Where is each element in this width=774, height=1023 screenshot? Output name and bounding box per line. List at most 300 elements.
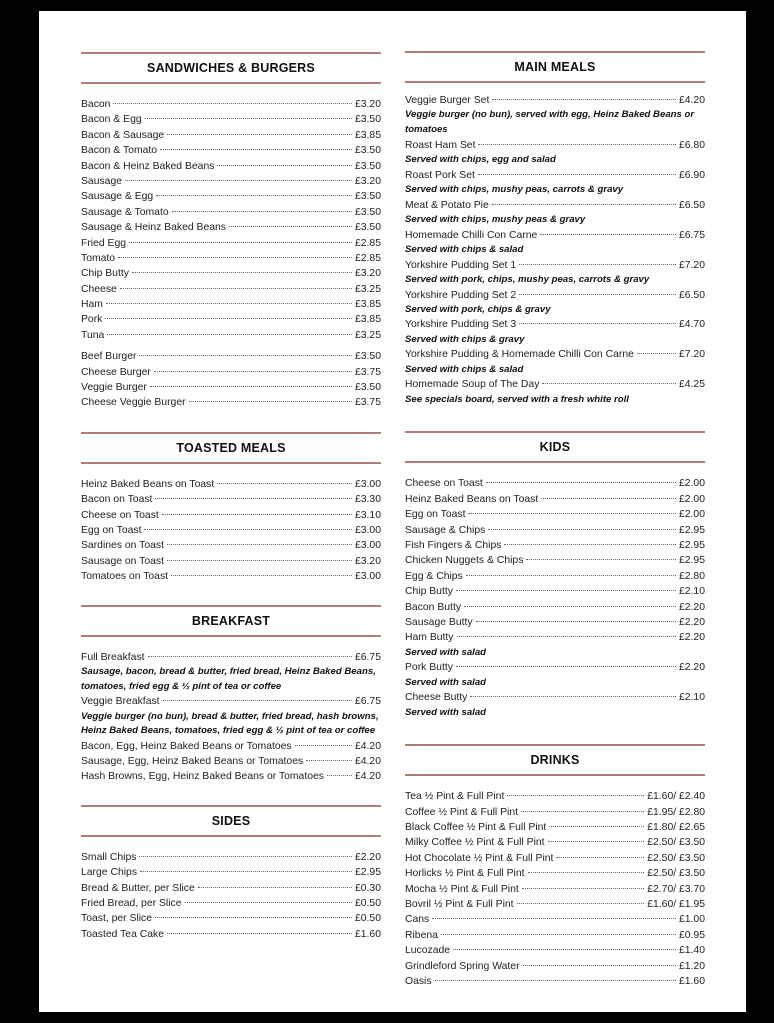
menu-item bbox=[81, 538, 381, 553]
section-sandwiches bbox=[81, 52, 381, 411]
section-breakfast bbox=[81, 605, 381, 785]
item-name: Chip Butty bbox=[81, 268, 129, 280]
dot-leader bbox=[540, 234, 676, 235]
dot-leader bbox=[541, 498, 676, 499]
dot-leader bbox=[145, 118, 352, 119]
dot-leader bbox=[486, 482, 676, 483]
item-price: £2.85 bbox=[354, 237, 381, 249]
item-price: £2.00 bbox=[678, 493, 705, 505]
item-price: £2.70/ £3.70 bbox=[647, 883, 705, 895]
item-price: £3.50 bbox=[354, 382, 381, 394]
dot-leader bbox=[519, 323, 676, 324]
section-kids bbox=[405, 431, 705, 720]
menu-item bbox=[81, 911, 381, 926]
item-name: Yorkshire Pudding Set 2 bbox=[405, 289, 517, 301]
item-price: £4.20 bbox=[678, 95, 705, 106]
dot-leader bbox=[456, 590, 676, 591]
dot-leader bbox=[468, 513, 676, 514]
item-name: Homemade Chilli Con Carne bbox=[405, 229, 538, 241]
left-column bbox=[81, 11, 381, 942]
menu-item bbox=[81, 865, 381, 880]
menu-item bbox=[81, 492, 381, 507]
item-description: Served with pork, chips & gravy bbox=[405, 303, 551, 315]
item-price: £7.20 bbox=[678, 349, 705, 361]
section-title: BREAKFAST bbox=[191, 613, 271, 628]
item-name: Grindleford Spring Water bbox=[405, 960, 520, 972]
item-name: Sausage Butty bbox=[405, 616, 473, 628]
item-name: Full Breakfast bbox=[81, 651, 145, 663]
item-name: Bacon on Toast bbox=[81, 494, 153, 506]
item-price: £3.50 bbox=[354, 222, 381, 234]
menu-item bbox=[81, 159, 381, 174]
item-name: Sausage, Egg, Heinz Baked Beans or Tomatoes bbox=[81, 756, 304, 768]
dot-leader bbox=[120, 288, 352, 289]
item-name: Egg on Toast bbox=[405, 509, 466, 521]
menu-item bbox=[405, 897, 705, 912]
dot-leader bbox=[435, 980, 676, 981]
menu-item bbox=[405, 630, 705, 645]
menu-item bbox=[405, 377, 705, 392]
item-name: Bacon & Sausage bbox=[81, 129, 165, 141]
dot-leader bbox=[441, 934, 676, 935]
dot-leader bbox=[155, 498, 352, 499]
item-description: Served with chips, egg and salad bbox=[405, 153, 556, 165]
section-sides bbox=[81, 805, 381, 942]
menu-item bbox=[81, 896, 381, 911]
dot-leader bbox=[295, 745, 352, 746]
item-price: £3.75 bbox=[354, 366, 381, 378]
dot-leader bbox=[519, 264, 676, 265]
menu-item bbox=[405, 959, 705, 974]
menu-item bbox=[81, 312, 381, 327]
item-description: Served with salad bbox=[405, 646, 487, 658]
menu-item bbox=[405, 600, 705, 615]
dot-leader bbox=[113, 103, 352, 104]
menu-item bbox=[81, 365, 381, 380]
item-price: £3.10 bbox=[354, 509, 381, 521]
dot-leader bbox=[548, 841, 645, 842]
item-name: Fried Bread, per Slice bbox=[81, 898, 182, 910]
dot-leader bbox=[457, 636, 676, 637]
menu-item bbox=[405, 347, 705, 362]
menu-item bbox=[405, 615, 705, 630]
menu-item bbox=[81, 769, 381, 784]
dot-leader bbox=[217, 483, 352, 484]
dot-leader bbox=[167, 134, 352, 135]
menu-item bbox=[405, 820, 705, 835]
item-name: Bacon, Egg, Heinz Baked Beans or Tomatoes bbox=[81, 740, 292, 752]
item-price: £2.85 bbox=[354, 252, 381, 264]
item-price: £3.30 bbox=[354, 494, 381, 506]
item-price: £3.00 bbox=[354, 571, 381, 583]
menu-item bbox=[81, 97, 381, 112]
item-name: Bacon Butty bbox=[405, 601, 462, 613]
dot-leader bbox=[549, 826, 644, 827]
menu-item bbox=[81, 554, 381, 569]
item-name: Lucozade bbox=[405, 945, 451, 957]
menu-item bbox=[81, 220, 381, 235]
dot-leader bbox=[140, 871, 352, 872]
item-description: Served with pork, chips, mushy peas, carrots & gravy bbox=[405, 273, 650, 285]
item-price: £3.50 bbox=[354, 351, 381, 363]
dot-leader bbox=[528, 872, 645, 873]
dot-leader bbox=[139, 856, 352, 857]
item-description: Served with chips & salad bbox=[405, 363, 524, 375]
item-price: £1.60 bbox=[354, 928, 381, 940]
item-price: £2.80 bbox=[678, 570, 705, 582]
menu-item bbox=[405, 93, 705, 108]
menu-item bbox=[81, 297, 381, 312]
dot-leader bbox=[106, 303, 352, 304]
section-title: DRINKS bbox=[530, 753, 580, 768]
menu-item bbox=[81, 523, 381, 538]
dot-leader bbox=[156, 195, 352, 196]
item-description: Served with salad bbox=[405, 706, 487, 718]
menu-item bbox=[405, 584, 705, 599]
dot-leader bbox=[129, 242, 352, 243]
item-price: £4.20 bbox=[354, 740, 381, 752]
dot-leader bbox=[167, 560, 352, 561]
menu-item bbox=[81, 881, 381, 896]
item-price: £2.20 bbox=[678, 632, 705, 644]
item-name: Hot Chocolate ½ Pint & Full Pint bbox=[405, 852, 554, 864]
item-name: Toasted Tea Cake bbox=[81, 928, 164, 940]
menu-item bbox=[405, 851, 705, 866]
section-title: SIDES bbox=[211, 813, 251, 828]
menu-item bbox=[405, 569, 705, 584]
item-price: £2.00 bbox=[678, 478, 705, 490]
item-description: Served with chips & gravy bbox=[405, 333, 525, 345]
item-price: £3.85 bbox=[354, 314, 381, 326]
dot-leader bbox=[229, 226, 352, 227]
menu-item bbox=[81, 569, 381, 584]
item-price: £6.75 bbox=[354, 651, 381, 663]
dot-leader bbox=[185, 902, 352, 903]
menu-item bbox=[81, 205, 381, 220]
item-price: £3.50 bbox=[354, 191, 381, 203]
item-name: Bacon & Heinz Baked Beans bbox=[81, 160, 215, 172]
item-name: Large Chips bbox=[81, 867, 138, 879]
menu-item bbox=[405, 943, 705, 958]
item-name: Cheese Veggie Burger bbox=[81, 397, 186, 409]
dot-leader bbox=[139, 355, 352, 356]
item-name: Yorkshire Pudding Set 3 bbox=[405, 319, 517, 331]
menu-item bbox=[81, 927, 381, 942]
dot-leader bbox=[478, 174, 676, 175]
menu-item bbox=[81, 694, 381, 709]
item-price: £3.75 bbox=[354, 397, 381, 409]
item-price: £3.85 bbox=[354, 129, 381, 141]
item-price: £3.50 bbox=[354, 145, 381, 157]
item-name: Cans bbox=[405, 914, 430, 926]
menu-item bbox=[81, 850, 381, 865]
item-price: £3.25 bbox=[354, 329, 381, 341]
item-name: Bacon bbox=[81, 99, 111, 110]
item-name: Homemade Soup of The Day bbox=[405, 379, 540, 391]
menu-item bbox=[81, 739, 381, 754]
item-price: £3.50 bbox=[354, 114, 381, 126]
dot-leader bbox=[466, 575, 676, 576]
item-name: Black Coffee ½ Pint & Full Pint bbox=[405, 822, 547, 834]
item-price: £1.60 bbox=[678, 975, 705, 987]
menu-item bbox=[405, 258, 705, 273]
dot-leader bbox=[517, 903, 645, 904]
menu-item bbox=[405, 538, 705, 553]
item-price: £4.70 bbox=[678, 319, 705, 331]
dot-leader bbox=[105, 318, 352, 319]
dot-leader bbox=[492, 99, 676, 100]
dot-leader bbox=[519, 294, 676, 295]
dot-leader bbox=[522, 888, 644, 889]
item-description: Served with salad bbox=[405, 676, 487, 688]
menu-item bbox=[405, 198, 705, 213]
dot-leader bbox=[453, 949, 676, 950]
item-price: £2.50/ £3.50 bbox=[647, 868, 705, 880]
item-price: £6.50 bbox=[678, 199, 705, 211]
item-description: Served with chips, mushy peas, carrots & gravy bbox=[405, 183, 624, 195]
item-price: £1.20 bbox=[678, 960, 705, 972]
item-name: Ribena bbox=[405, 929, 438, 941]
dot-leader bbox=[476, 621, 676, 622]
item-price: £0.50 bbox=[354, 898, 381, 910]
item-name: Bacon & Tomato bbox=[81, 145, 158, 157]
item-name: Fish Fingers & Chips bbox=[405, 540, 502, 551]
dot-leader bbox=[504, 544, 676, 545]
menu-item bbox=[81, 328, 381, 343]
item-name: Heinz Baked Beans on Toast bbox=[81, 478, 215, 490]
dot-leader bbox=[198, 887, 352, 888]
section-title: KIDS bbox=[539, 440, 571, 455]
dot-leader bbox=[523, 965, 676, 966]
menu-item bbox=[405, 789, 705, 804]
item-name: Yorkshire Pudding & Homemade Chilli Con Carne bbox=[405, 349, 634, 361]
menu-item bbox=[81, 380, 381, 395]
item-description: See specials board, served with a fresh white roll bbox=[405, 393, 629, 405]
item-name: Oasis bbox=[405, 975, 432, 987]
dot-leader bbox=[163, 700, 352, 701]
item-name: Egg & Chips bbox=[405, 570, 463, 582]
item-name: Veggie Burger Set bbox=[405, 95, 490, 106]
dot-leader bbox=[189, 401, 352, 402]
menu-item bbox=[405, 805, 705, 820]
dot-leader bbox=[167, 544, 352, 545]
menu-item bbox=[405, 476, 705, 491]
item-price: £2.20 bbox=[354, 851, 381, 863]
item-name: Sausage on Toast bbox=[81, 555, 164, 567]
item-price: £0.30 bbox=[354, 882, 381, 894]
item-price: £1.80/ £2.65 bbox=[647, 822, 705, 834]
menu-item bbox=[405, 974, 705, 989]
dot-leader bbox=[150, 386, 352, 387]
item-price: £2.10 bbox=[678, 586, 705, 598]
section-title: MAIN MEALS bbox=[514, 60, 596, 74]
dot-leader bbox=[507, 795, 644, 796]
item-price: £3.25 bbox=[354, 283, 381, 295]
section-title: TOASTED MEALS bbox=[176, 440, 286, 455]
dot-leader bbox=[470, 696, 676, 697]
item-name: Beef Burger bbox=[81, 351, 137, 363]
item-name: Ham bbox=[81, 299, 103, 311]
item-name: Pork bbox=[81, 314, 103, 326]
menu-item bbox=[81, 477, 381, 492]
item-price: £7.20 bbox=[678, 259, 705, 271]
menu-item bbox=[405, 138, 705, 153]
dot-leader bbox=[456, 666, 676, 667]
item-name: Roast Pork Set bbox=[405, 169, 475, 181]
menu-item bbox=[81, 282, 381, 297]
item-price: £1.40 bbox=[678, 945, 705, 957]
menu-page bbox=[39, 11, 746, 1012]
menu-item bbox=[81, 508, 381, 523]
dot-leader bbox=[556, 857, 644, 858]
menu-item bbox=[405, 288, 705, 303]
dot-leader bbox=[154, 371, 352, 372]
menu-item bbox=[405, 492, 705, 507]
menu-item bbox=[405, 835, 705, 850]
item-price: £2.10 bbox=[678, 692, 705, 704]
item-name: Cheese Burger bbox=[81, 366, 151, 378]
item-name: Chip Butty bbox=[405, 586, 453, 598]
item-description: Sausage, bacon, bread & butter, fried bread, Heinz Baked Beans, tomatoes, fried egg & ½ pint of tea or coffee bbox=[81, 665, 376, 692]
menu-item bbox=[405, 507, 705, 522]
item-price: £3.00 bbox=[354, 524, 381, 536]
item-name: Cheese on Toast bbox=[81, 509, 159, 521]
dot-leader bbox=[118, 257, 352, 258]
dot-leader bbox=[217, 165, 352, 166]
item-name: Cheese on Toast bbox=[405, 478, 483, 490]
item-price: £2.95 bbox=[678, 540, 705, 551]
item-price: £3.20 bbox=[354, 268, 381, 280]
item-price: £2.20 bbox=[678, 662, 705, 674]
item-name: Ham Butty bbox=[405, 632, 454, 644]
menu-item bbox=[81, 754, 381, 769]
item-description: Veggie burger (no bun), bread & butter, fried bread, hash browns, Heinz Baked Beans, tomatoes, fried egg & ½ pint of tea or coffee bbox=[81, 710, 379, 737]
menu-item bbox=[81, 189, 381, 204]
item-name: Tomatoes on Toast bbox=[81, 571, 169, 583]
item-price: £3.20 bbox=[354, 175, 381, 187]
item-price: £3.00 bbox=[354, 540, 381, 552]
section-title: SANDWICHES & BURGERS bbox=[147, 61, 315, 75]
dot-leader bbox=[521, 811, 644, 812]
section-drinks bbox=[405, 744, 705, 989]
menu-item bbox=[81, 395, 381, 410]
dot-leader bbox=[132, 272, 352, 273]
dot-leader bbox=[160, 149, 352, 150]
item-price: £0.95 bbox=[678, 929, 705, 941]
item-name: Meat & Potato Pie bbox=[405, 199, 489, 211]
item-name: Toast, per Slice bbox=[81, 913, 153, 925]
item-price: £3.20 bbox=[354, 555, 381, 567]
item-name: Pork Butty bbox=[405, 662, 453, 674]
dot-leader bbox=[155, 917, 352, 918]
item-name: Cheese Butty bbox=[405, 692, 468, 704]
dot-leader bbox=[526, 559, 676, 560]
dot-leader bbox=[327, 775, 352, 776]
item-name: Sardines on Toast bbox=[81, 540, 164, 552]
dot-leader bbox=[478, 144, 676, 145]
item-price: £2.00 bbox=[678, 509, 705, 521]
item-price: £3.50 bbox=[354, 160, 381, 172]
item-name: Bacon & Egg bbox=[81, 114, 142, 126]
item-price: £4.25 bbox=[678, 379, 705, 391]
dot-leader bbox=[432, 918, 676, 919]
menu-item bbox=[405, 168, 705, 183]
item-price: £6.90 bbox=[678, 169, 705, 181]
menu-item bbox=[405, 523, 705, 538]
menu-item bbox=[405, 866, 705, 881]
item-description: Served with chips, mushy peas & gravy bbox=[405, 213, 586, 225]
dot-leader bbox=[162, 514, 352, 515]
item-price: £4.20 bbox=[354, 771, 381, 783]
dot-leader bbox=[542, 383, 676, 384]
menu-item bbox=[81, 128, 381, 143]
item-name: Coffee ½ Pint & Full Pint bbox=[405, 806, 519, 818]
menu-item bbox=[81, 251, 381, 266]
item-name: Tea ½ Pint & Full Pint bbox=[405, 791, 505, 803]
item-price: £2.50/ £3.50 bbox=[647, 852, 705, 864]
menu-item bbox=[405, 928, 705, 943]
right-column bbox=[405, 11, 705, 989]
item-price: £3.00 bbox=[354, 478, 381, 490]
dot-leader bbox=[171, 575, 352, 576]
item-price: £3.50 bbox=[354, 206, 381, 218]
menu-item bbox=[405, 882, 705, 897]
dot-leader bbox=[167, 933, 352, 934]
item-description: Veggie burger (no bun), served with egg, Heinz Baked Beans or tomatoes bbox=[405, 109, 695, 135]
item-name: Yorkshire Pudding Set 1 bbox=[405, 259, 517, 271]
item-name: Egg on Toast bbox=[81, 524, 142, 536]
item-name: Sausage bbox=[81, 175, 123, 187]
item-name: Veggie Burger bbox=[81, 382, 147, 394]
item-name: Veggie Breakfast bbox=[81, 696, 160, 708]
dot-leader bbox=[637, 353, 676, 354]
item-name: Sausage & Chips bbox=[405, 524, 486, 536]
item-name: Tomato bbox=[81, 252, 116, 264]
item-price: £1.00 bbox=[678, 914, 705, 926]
item-name: Cheese bbox=[81, 283, 117, 295]
item-name: Milky Coffee ½ Pint & Full Pint bbox=[405, 837, 545, 849]
dot-leader bbox=[144, 529, 352, 530]
item-name: Bread & Butter, per Slice bbox=[81, 882, 195, 894]
item-price: £2.95 bbox=[678, 555, 705, 567]
item-name: Hash Browns, Egg, Heinz Baked Beans or Tomatoes bbox=[81, 771, 324, 783]
item-price: £1.60/ £2.40 bbox=[647, 791, 705, 803]
item-price: £6.80 bbox=[678, 139, 705, 151]
item-name: Horlicks ½ Pint & Full Pint bbox=[405, 868, 525, 880]
item-price: £6.75 bbox=[354, 696, 381, 708]
item-name: Fried Egg bbox=[81, 237, 127, 249]
item-name: Sausage & Tomato bbox=[81, 206, 169, 218]
item-price: £3.85 bbox=[354, 299, 381, 311]
item-price: £3.20 bbox=[354, 99, 381, 110]
dot-leader bbox=[492, 204, 676, 205]
item-name: Roast Ham Set bbox=[405, 139, 476, 151]
item-price: £2.20 bbox=[678, 616, 705, 628]
dot-leader bbox=[488, 529, 676, 530]
item-price: £2.95 bbox=[354, 867, 381, 879]
dot-leader bbox=[464, 606, 676, 607]
item-price: £6.75 bbox=[678, 229, 705, 241]
item-name: Sausage & Heinz Baked Beans bbox=[81, 222, 226, 234]
menu-item bbox=[81, 650, 381, 665]
item-name: Sausage & Egg bbox=[81, 191, 154, 203]
item-price: £4.20 bbox=[354, 756, 381, 768]
dot-leader bbox=[107, 334, 352, 335]
menu-item bbox=[405, 912, 705, 927]
item-price: £6.50 bbox=[678, 289, 705, 301]
menu-item bbox=[405, 228, 705, 243]
menu-item bbox=[405, 553, 705, 568]
